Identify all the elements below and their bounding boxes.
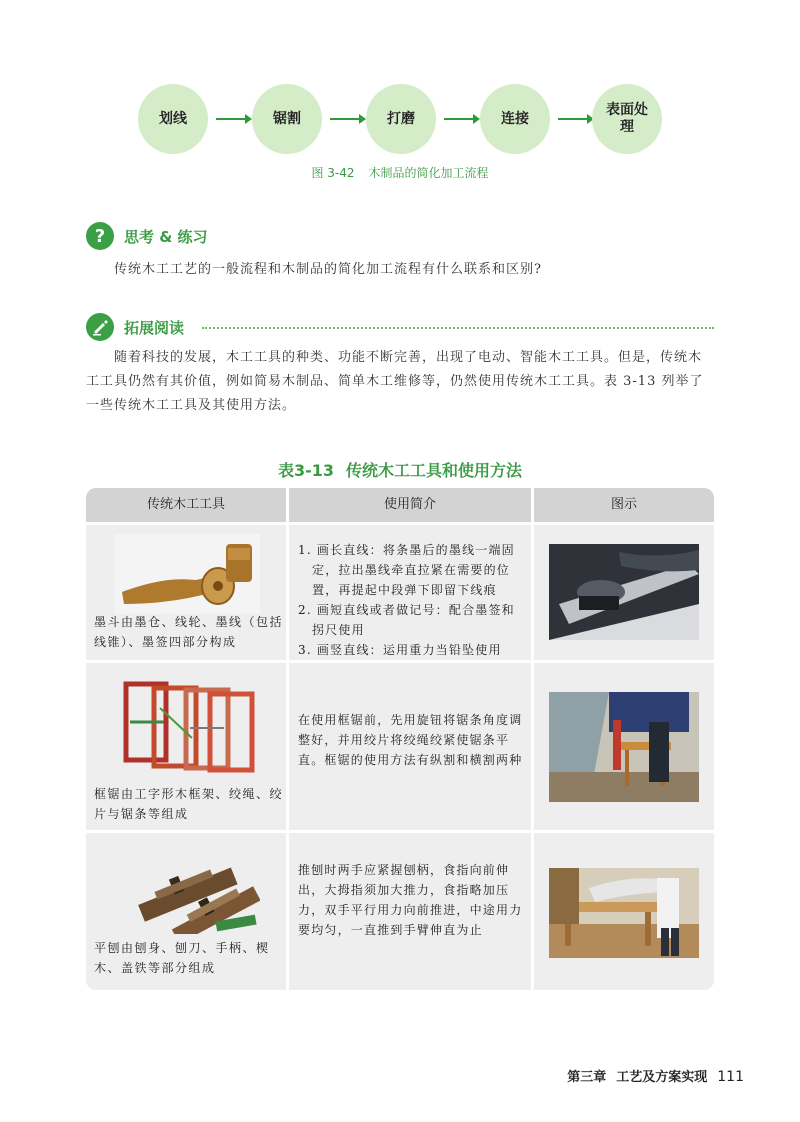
tool-caption-plane: 平刨由刨身、刨刀、手柄、楔木、盖铁等部分组成 — [94, 941, 270, 975]
flow-arrow-icon — [216, 118, 246, 120]
think-question: 传统木工工艺的一般流程和木制品的简化加工流程有什么联系和区别? — [114, 262, 542, 277]
ink-line-marker-image — [114, 534, 260, 614]
usage-item: 1. 画长直线：将条墨后的墨线一端固定，拉出墨线牵直拉紧在需要的位置，再提起中段弹下即留下线痕 — [298, 543, 515, 597]
row-divider — [86, 522, 714, 525]
flow-step-finishing: 表面处理 — [592, 84, 662, 154]
tools-table — [86, 488, 714, 990]
pen-icon — [86, 313, 114, 341]
header-tool: 传统木工工具 — [146, 497, 225, 512]
ink-marker-usage-photo — [549, 544, 699, 640]
frame-saw-image — [120, 678, 260, 774]
process-flow — [138, 84, 662, 156]
flow-step-joining: 连接 — [480, 84, 550, 154]
usage-frame-saw — [298, 710, 524, 770]
usage-item: 2. 画短直线或者做记号：配合墨签和拐尺使用 — [298, 603, 515, 637]
frame-saw-usage-photo — [549, 692, 699, 802]
table-title: 表3-13 传统木工工具和使用方法 — [277, 461, 523, 480]
question-icon: ? — [86, 222, 114, 250]
think-section-header — [86, 222, 208, 250]
chapter-title: 工艺及方案实现 — [616, 1070, 708, 1085]
flow-step-marking: 划线 — [138, 84, 208, 154]
figure-caption: 图 3-42 木制品的简化加工流程 — [311, 166, 489, 180]
section-divider — [202, 327, 714, 329]
page-footer — [567, 1066, 744, 1085]
usage-plane — [298, 860, 524, 940]
flow-arrow-icon — [330, 118, 360, 120]
flow-step-sanding: 打磨 — [366, 84, 436, 154]
reading-paragraph: 随着科技的发展，木工工具的种类、功能不断完善，出现了电动、智能木工工具。但是，传统木工工具仍然有其价值，例如简易木制品、简单木工维修等，仍然使用传统木工工具。表 3-13 列举了一些传统木工工具及其使用方法。 — [86, 350, 704, 413]
page-number: 111 — [717, 1069, 744, 1085]
row-divider — [86, 660, 714, 663]
tool-caption-ink-marker: 墨斗由墨仓、线轮、墨线（包括线锥）、墨签四部分构成 — [94, 615, 284, 649]
usage-item: 推刨时两手应紧握刨柄，食指向前伸出，大拇指须加大推力，食指略加压力，双手平行用力向前推进，中途用力要均匀，一直推到手臂伸直为止 — [298, 863, 523, 937]
header-figure: 图示 — [610, 497, 637, 512]
column-divider — [531, 488, 534, 990]
chapter-label: 第三章 — [567, 1070, 607, 1085]
reading-section-header — [86, 313, 184, 341]
column-divider — [286, 488, 289, 990]
flow-arrow-icon — [558, 118, 588, 120]
row-divider — [86, 830, 714, 833]
usage-item: 3. 画竖直线：运用重力当铅坠使用 — [298, 643, 502, 657]
reading-title: 拓展阅读 — [124, 318, 185, 337]
header-usage: 使用简介 — [383, 497, 436, 512]
flow-step-sawing: 锯割 — [252, 84, 322, 154]
tool-caption-frame-saw: 框锯由工字形木框架、绞绳、绞片与锯条等组成 — [94, 787, 284, 821]
flow-arrow-icon — [444, 118, 474, 120]
plane-image — [126, 846, 260, 934]
usage-ink-marker — [298, 540, 524, 660]
plane-usage-photo — [549, 868, 699, 958]
usage-item: 在使用框锯前，先用旋钮将锯条角度调整好，并用绞片将绞绳绞紧使锯条平直。框锯的使用方法有纵割和横割两种 — [298, 713, 523, 767]
think-title: 思考 & 练习 — [124, 227, 208, 246]
